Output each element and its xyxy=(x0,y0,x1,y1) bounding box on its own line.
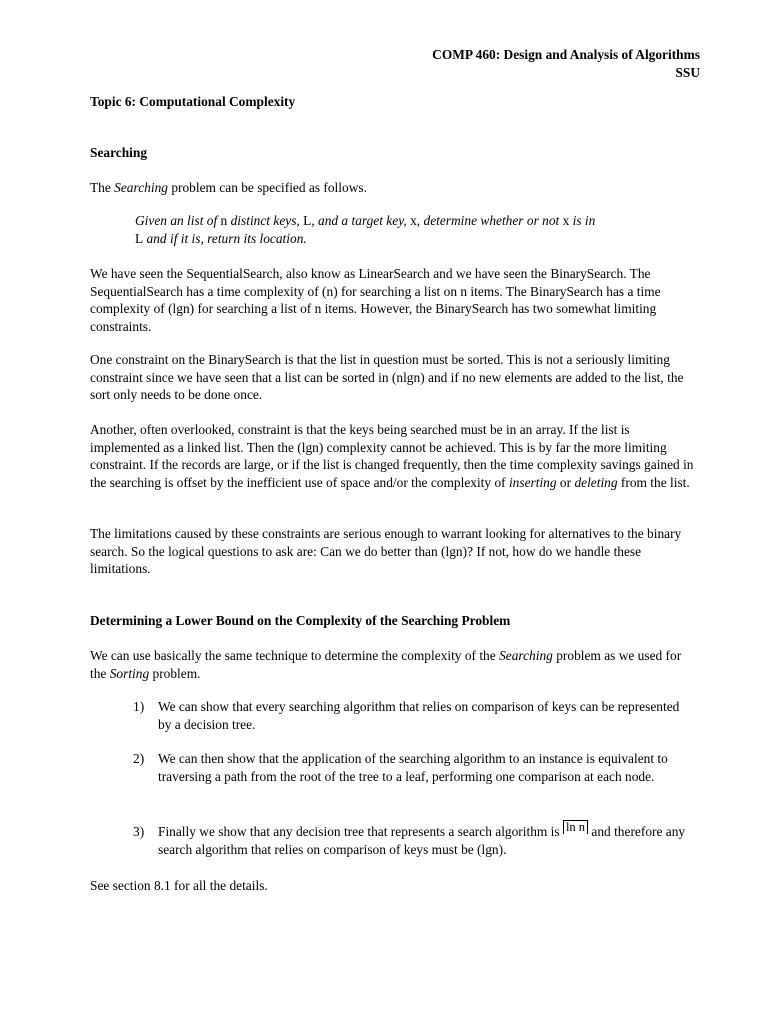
ceiling-ln-n-formula: ln n xyxy=(563,820,588,834)
footer-note: See section 8.1 for all the details. xyxy=(90,878,268,893)
paragraph-sorted-constraint: One constraint on the BinarySearch is that the list in question must be sorted. This is not a seriously limiting constraint since we have seen that a list can be sorted in (nlgn) and if no new elements are added to the list, the sort only needs to be done once. xyxy=(90,352,684,402)
document-page: COMP 460: Design and Analysis of Algorithms SSU Topic 6: Computational Complexity Searching The Searching problem can be specified as follows. Given an list of n distinct keys, L, and a target key, x, determine whether or not x is in L and if it is, return its location. We have seen the SequentialSearch, also know as LinearSearch and we have seen the BinarySearch. The SequentialSearch has a time complexity of (n) for searching a list on n items. The BinarySearch has a time complexity of (lgn) for searching a list of n items. However, the BinarySearch has two somewhat limiting constraints. One constraint on the BinarySearch is that the list in question must be sorted. This is not a seriously limiting constraint since we have seen that a list can be sorted in (nlgn) and if no new elements are added to the list, the sort only needs to be done once. Another, often overlooked, constraint is that the keys being searched must be in an array. If the list is implemented as a linked list. Then the (lgn) complexity cannot be achieved. This is by far the more limiting constraint. If the records are large, or if the list is changed frequently, then the time complexity savings gained in the searching is offset by the inefficient use of space and/or the complexity of inserting or deleting from the list. The limitations caused by these constraints are serious enough to warrant looking for alternatives to the binary search. So the logical questions to ask are: Can we do better than (lgn)? If not, how do we handle these limitations. Determining a Lower Bound on the Complexity of the Searching Problem We can use basically the same technique to determine the complexity of the Searching problem as we used for the Sorting problem. 1) We can show that every searching algorithm that relies on comparison of keys can be represented by a decision tree. 2) We can then show that the application of the searching algorithm to an instance is equivalent to traversing a path from the root of the tree to a leaf, performing one comparison at each node. 3) Finally we show that any decision tree that represents a search algorithm is ln n and therefore any search algorithm that relies on comparison of keys must be (lgn). See section 8.1 for all the details. xyxy=(90,47,700,893)
lower-bound-intro: We can use basically the same technique to determine the complexity of the Searching problem as we used for the Sorting problem. xyxy=(90,648,682,681)
paragraph-array-constraint: Another, often overlooked, constraint is that the keys being searched must be in an array. If the list is implemented as a linked list. Then the (lgn) complexity cannot be achieved. This is by far the more limiting constraint. If the records are large, or if the list is changed frequently, then the time complexity savings gained in the searching is offset by the inefficient use of space and/or the complexity of inserting or deleting from the list. xyxy=(90,422,694,490)
section-heading-searching: Searching xyxy=(90,145,148,160)
searching-intro: The Searching problem can be specified as follows. xyxy=(90,180,367,195)
course-title: COMP 460: Design and Analysis of Algorithms xyxy=(432,47,700,62)
section-heading-lower-bound: Determining a Lower Bound on the Complexity of the Searching Problem xyxy=(90,613,511,628)
topic-title: Topic 6: Computational Complexity xyxy=(90,94,296,109)
paragraph-sequential-binary: We have seen the SequentialSearch, also know as LinearSearch and we have seen the BinarySearch. The SequentialSearch has a time complexity of (n) for searching a list on n items. The BinarySearch has a time complexity of (lgn) for searching a list of n items. However, the BinarySearch has two somewhat limiting constraints. xyxy=(90,266,661,334)
problem-definition: Given an list of n distinct keys, L, and a target key, x, determine whether or not x is in L and if it is, return its location. xyxy=(135,213,596,246)
paragraph-limitations: The limitations caused by these constraints are serious enough to warrant looking for alternatives to the binary search. So the logical questions to ask are: Can we do better than (lgn)? If not, how do we handle these limitations. xyxy=(90,526,682,576)
school-name: SSU xyxy=(675,65,700,80)
